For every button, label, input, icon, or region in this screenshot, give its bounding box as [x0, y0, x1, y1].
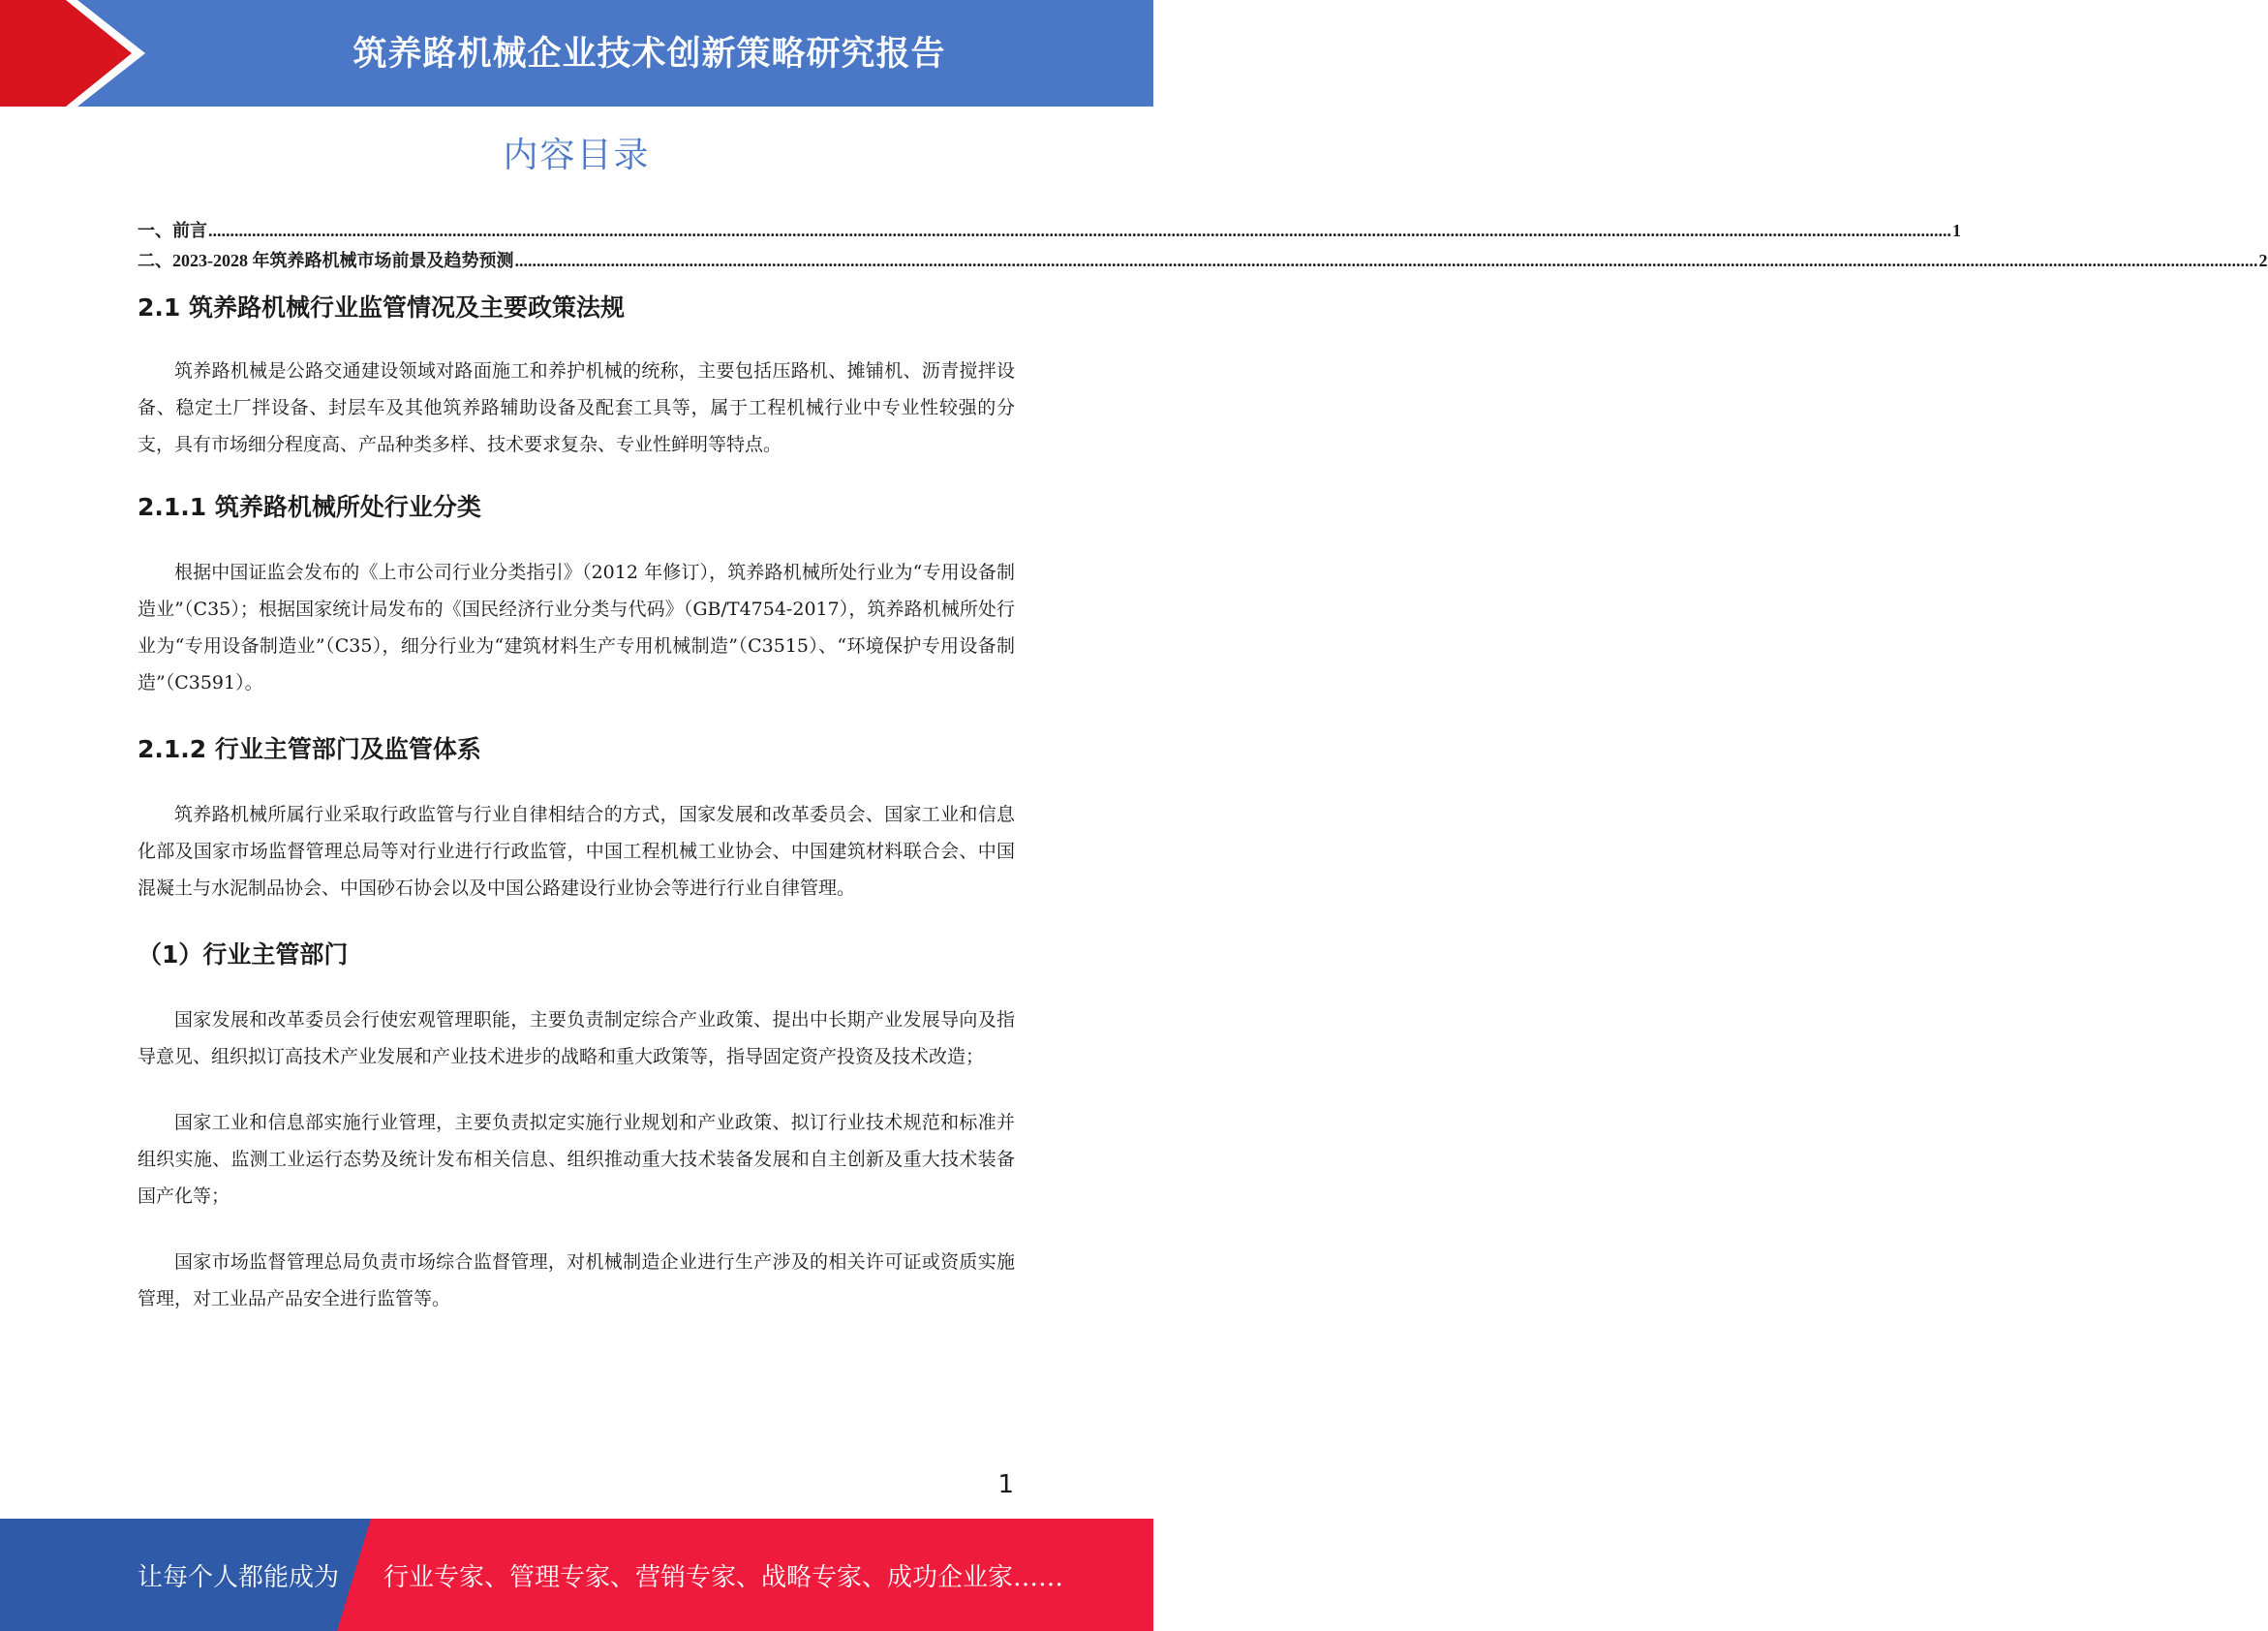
footer-slogan-right: 行业专家、管理专家、营销专家、战略专家、成功企业家……: [383, 1562, 1064, 1592]
paragraph: 筑养路机械所属行业采取行政监管与行业自律相结合的方式，国家发展和改革委员会、国家工业和信息化部及国家市场监督管理总局等对行业进行行政监管，中国工程机械工业协会、中国建筑材料联合会、中国混凝土与水泥制品协会、中国砂石协会以及中国公路建设行业协会等进行行业自律管理。: [138, 804, 1015, 899]
section-heading: 2.1 筑养路机械行业监管情况及主要政策法规: [138, 293, 625, 322]
toc-leader-dots: ................................................................................................................................................................................................................................................................................................................................................................................................................: [208, 221, 1951, 240]
paragraph: 国家发展和改革委员会行使宏观管理职能，主要负责制定综合产业政策、提出中长期产业发展导向及指导意见、组织拟订高技术产业发展和产业技术进步的战略和重大政策等，指导固定资产投资及技术改造；: [138, 1009, 1015, 1067]
header-banner: [0, 0, 1153, 107]
toc-item-label: 二、2023-2028 年筑养路机械市场前景及趋势预测: [138, 251, 514, 270]
header-arrow-decoration: [0, 0, 155, 107]
section-heading: 2.1.1 筑养路机械所处行业分类: [138, 493, 481, 521]
toc-item[interactable]: [138, 247, 2268, 277]
section-heading: 2.1.2 行业主管部门及监管体系: [138, 735, 481, 763]
paragraph: 国家工业和信息部实施行业管理，主要负责拟定实施行业规划和产业政策、拟订行业技术规范和标准并组织实施、监测工业运行态势及统计发布相关信息、组织推动重大技术装备发展和自主创新及重大技术装备国产化等；: [138, 1112, 1015, 1207]
toc-item-label: 一、前言: [138, 221, 207, 240]
section-heading: （1）行业主管部门: [138, 940, 349, 969]
footer-banner: [0, 1519, 1153, 1631]
paragraph: 国家市场监督管理总局负责市场综合监督管理，对机械制造企业进行生产涉及的相关许可证或资质实施管理，对工业品产品安全进行监管等。: [138, 1251, 1015, 1309]
page-number: 1: [997, 1470, 1014, 1499]
toc-item-page: 2: [2258, 251, 2268, 270]
footer-slogan-left: 让每个人都能成为: [138, 1562, 340, 1592]
toc-item[interactable]: [138, 217, 1961, 247]
paragraph: 根据中国证监会发布的《上市公司行业分类指引》（2012 年修订），筑养路机械所处行业为“专用设备制造业”（C35）；根据国家统计局发布的《国民经济行业分类与代码》（GB/T4754-2017），筑养路机械所处行业为“专用设备制造业”（C35），细分行业为“建筑材料生产专用机械制造”（C3515）、“环境保护专用设备制造”（C3591）。: [138, 562, 1015, 693]
document-body: [138, 287, 1015, 1317]
toc-heading: 内容目录: [503, 136, 651, 175]
paragraph: 筑养路机械是公路交通建设领域对路面施工和养护机械的统称，主要包括压路机、摊铺机、沥青搅拌设备、稳定土厂拌设备、封层车及其他筑养路辅助设备及配套工具等，属于工程机械行业中专业性较强的分支，具有市场细分程度高、产品种类多样、技术要求复杂、专业性鲜明等特点。: [138, 360, 1015, 455]
toc-leader-dots: ................................................................................................................................................................................................................................................................................................................................................................................................................: [514, 251, 2258, 270]
table-of-contents: [138, 217, 2268, 277]
report-title: 筑养路机械企业技术创新策略研究报告: [352, 35, 946, 74]
toc-item-page: 1: [1952, 221, 1961, 240]
